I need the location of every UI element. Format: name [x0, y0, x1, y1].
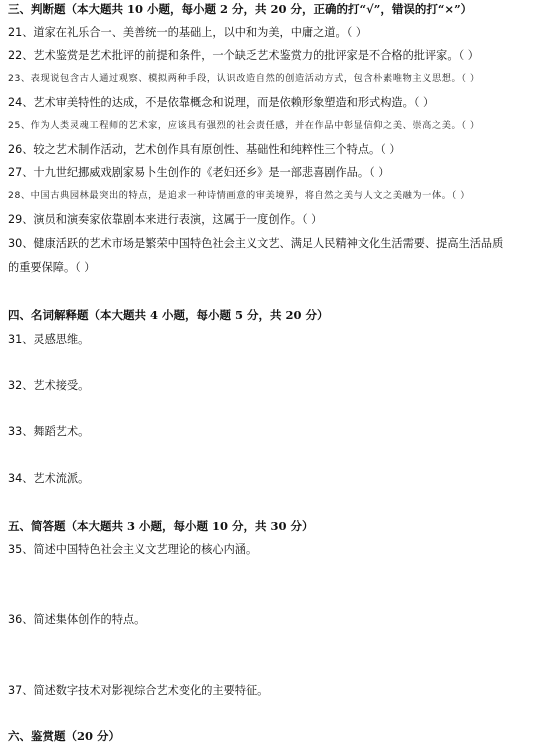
section-5-meta: （本大题共 3 小题，每小题 10 分，共 30 分） — [65, 519, 314, 533]
question-32: 32、艺术接受。 — [8, 379, 90, 392]
question-23: 23、表现说包含古人通过观察、模拟两种手段，认识改造自然的创造活动方式，包含朴素唯物主义思想。（ ） — [8, 73, 480, 84]
question-28: 28、中国古典园林最突出的特点，是追求一种诗情画意的审美境界，将自然之美与人文之美融为一体。（ ） — [8, 190, 471, 201]
question-22: 22、艺术鉴赏是艺术批评的前提和条件，一个缺乏艺术鉴赏力的批评家是不合格的批评家。（ ） — [8, 49, 479, 62]
question-30-line-2: 的重要保障。（ ） — [8, 261, 96, 274]
question-35: 35、简述中国特色社会主义文艺理论的核心内涵。 — [8, 543, 258, 556]
section-4-meta: （本大题共 4 小题，每小题 5 分，共 20 分） — [88, 308, 329, 322]
section-6-meta: （20 分） — [65, 729, 121, 743]
section-4-heading — [8, 308, 329, 323]
question-36: 36、简述集体创作的特点。 — [8, 613, 146, 626]
section-3-heading — [8, 2, 472, 17]
question-29: 29、演员和演奏家依靠剧本来进行表演，这属于一度创作。（ ） — [8, 213, 323, 226]
question-21: 21、道家在礼乐合一、美善统一的基础上，以中和为美，中庸之道。（ ） — [8, 26, 368, 39]
question-25: 25、作为人类灵魂工程师的艺术家，应该具有强烈的社会责任感，并在作品中彰显信仰之美、崇高之美。（ ） — [8, 120, 480, 131]
question-33: 33、舞蹈艺术。 — [8, 425, 90, 438]
question-24: 24、艺术审美特性的达成，不是依靠概念和说理，而是依赖形象塑造和形式构造。（ ） — [8, 96, 435, 109]
section-4-title: 四、名词解释题 — [8, 308, 89, 322]
section-6-heading — [8, 729, 120, 744]
question-26: 26、较之艺术制作活动，艺术创作具有原创性、基础性和纯粹性三个特点。（ ） — [8, 143, 401, 156]
section-3-meta: （本大题共 10 小题，每小题 2 分，共 20 分，正确的打“√”，错误的打“×”） — [65, 2, 473, 16]
section-5-title: 五、简答题 — [8, 519, 66, 533]
question-31: 31、灵感思维。 — [8, 333, 90, 346]
question-37: 37、简述数字技术对影视综合艺术变化的主要特征。 — [8, 684, 269, 697]
section-6-title: 六、鉴赏题 — [8, 729, 66, 743]
section-5-heading — [8, 519, 314, 534]
question-30-line-1: 30、健康活跃的艺术市场是繁荣中国特色社会主义文艺、满足人民精神文化生活需要、提高生活品质 — [8, 237, 504, 250]
question-34: 34、艺术流派。 — [8, 472, 90, 485]
question-27: 27、十九世纪挪威戏剧家易卜生创作的《老妇还乡》是一部悲喜剧作品。（ ） — [8, 166, 390, 179]
section-3-title: 三、判断题 — [8, 2, 66, 16]
